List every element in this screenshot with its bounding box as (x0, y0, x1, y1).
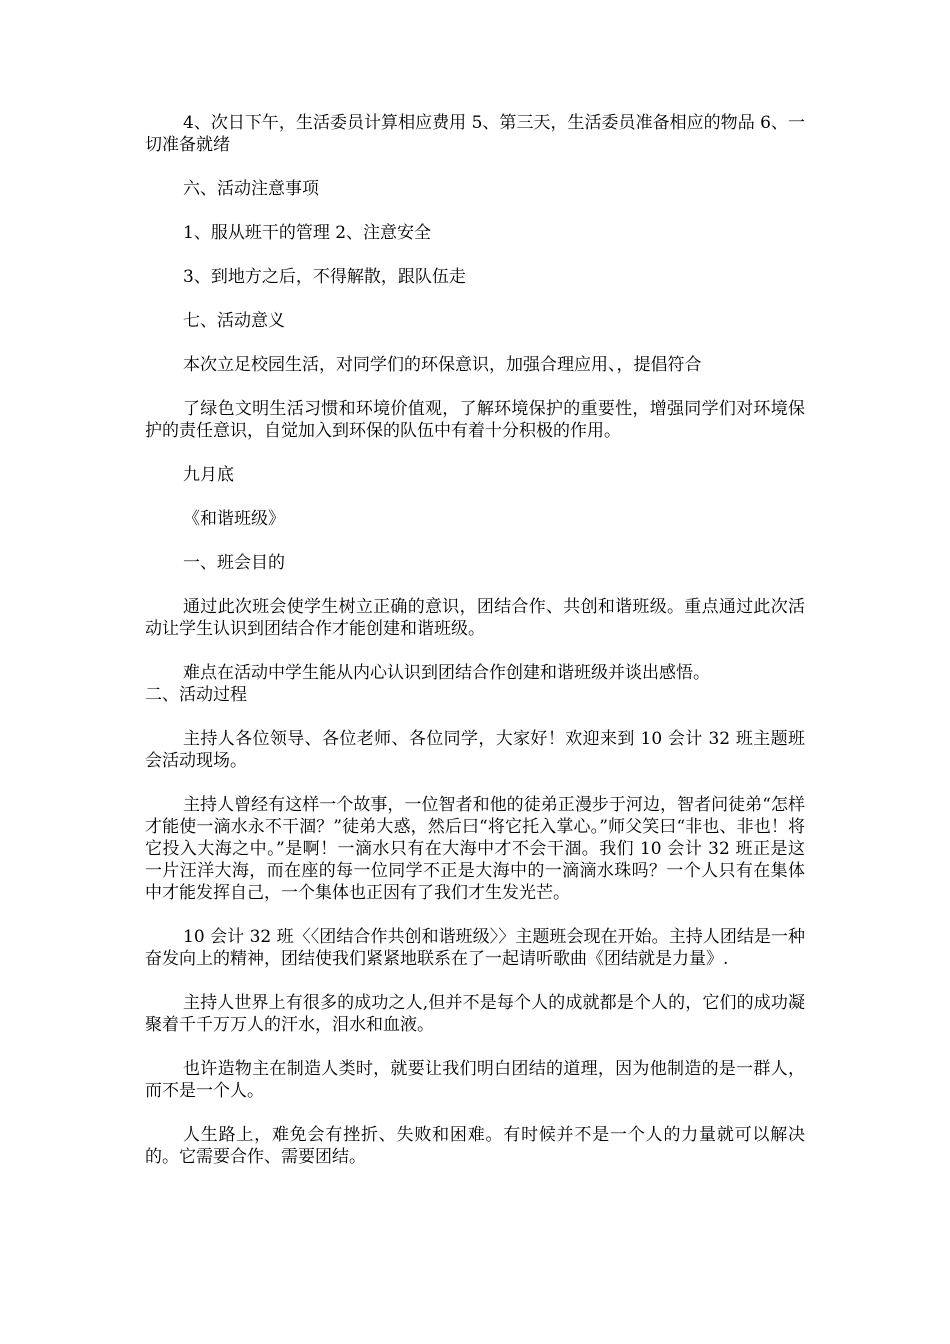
heading-meeting-purpose: 一、班会目的 (183, 553, 285, 573)
paragraph-creator: 也许造物主在制造人类时，就要让我们明白团结的道理，因为他制造的是一群人，而不是一个人。 (145, 1059, 805, 1101)
document-body (145, 112, 805, 1190)
heading-activity-meaning: 七、活动意义 (183, 311, 285, 331)
paragraph-september: 九月底 (183, 465, 234, 485)
heading-activity-notes: 六、活动注意事项 (183, 179, 319, 199)
paragraph-note-1-2: 1、服从班干的管理 2、注意安全 (183, 223, 432, 243)
paragraph-host-success: 主持人世界上有很多的成功之人,但并不是每个人的成就都是个人的，它们的成功凝聚着千千万万人的汗水，泪水和血液。 (145, 993, 805, 1035)
heading-activity-process: 二、活动过程 (145, 685, 247, 705)
paragraph-meaning-intro: 本次立足校园生活，对同学们的环保意识，加强合理应用、，提倡符合 (183, 355, 702, 375)
heading-harmonious-class: 《和谐班级》 (183, 509, 285, 529)
paragraph-life-road: 人生路上，难免会有挫折、失败和困难。有时候并不是一个人的力量就可以解决的。它需要合作、需要团结。 (145, 1125, 805, 1167)
paragraph-meeting-start: 10 会计 32 班〈〈团结合作共创和谐班级〉〉主题班会现在开始。主持人团结是一种奋发向上的精神，团结使我们紧紧地联系在了一起请听歌曲《团结就是力量》. (145, 927, 805, 969)
paragraph-note-3: 3、到地方之后，不得解散，跟队伍走 (183, 267, 466, 287)
paragraph-meaning-detail: 了绿色文明生活习惯和环境价值观，了解环境保护的重要性，增强同学们对环境保护的责任意识，自觉加入到环保的队伍中有着十分积极的作用。 (145, 399, 805, 441)
paragraph-purpose: 通过此次班会使学生树立正确的意识，团结合作、共创和谐班级。重点通过此次活动让学生认识到团结合作才能创建和谐班级。 (145, 597, 805, 639)
paragraph-difficulty: 难点在活动中学生能从内心认识到团结合作创建和谐班级并谈出感悟。 (183, 663, 710, 683)
paragraph-preparation-steps: 4、次日下午，生活委员计算相应费用 5、第三天，生活委员准备相应的物品 6、一切准备就绪 (145, 113, 805, 155)
paragraph-host-story: 主持人曾经有这样一个故事，一位智者和他的徒弟正漫步于河边，智者问徒弟“怎样才能使一滴水永不干涸？”徒弟大惑，然后曰“将它托入掌心。”师父笑曰“非也、非也！将它投入大海之中。”是啊！一滴水只有在大海中才不会干涸。我们 10 会计 32 班正是这一片汪洋大海，而在座的每一位同学不正是大海中的一滴滴水珠吗？一个人只有在集体中才能发挥自己，一个集体也正因有了我们才生发光芒。 (145, 795, 805, 903)
paragraph-host-welcome: 主持人各位领导、各位老师、各位同学，大家好！欢迎来到 10 会计 32 班主题班会活动现场。 (145, 729, 805, 771)
